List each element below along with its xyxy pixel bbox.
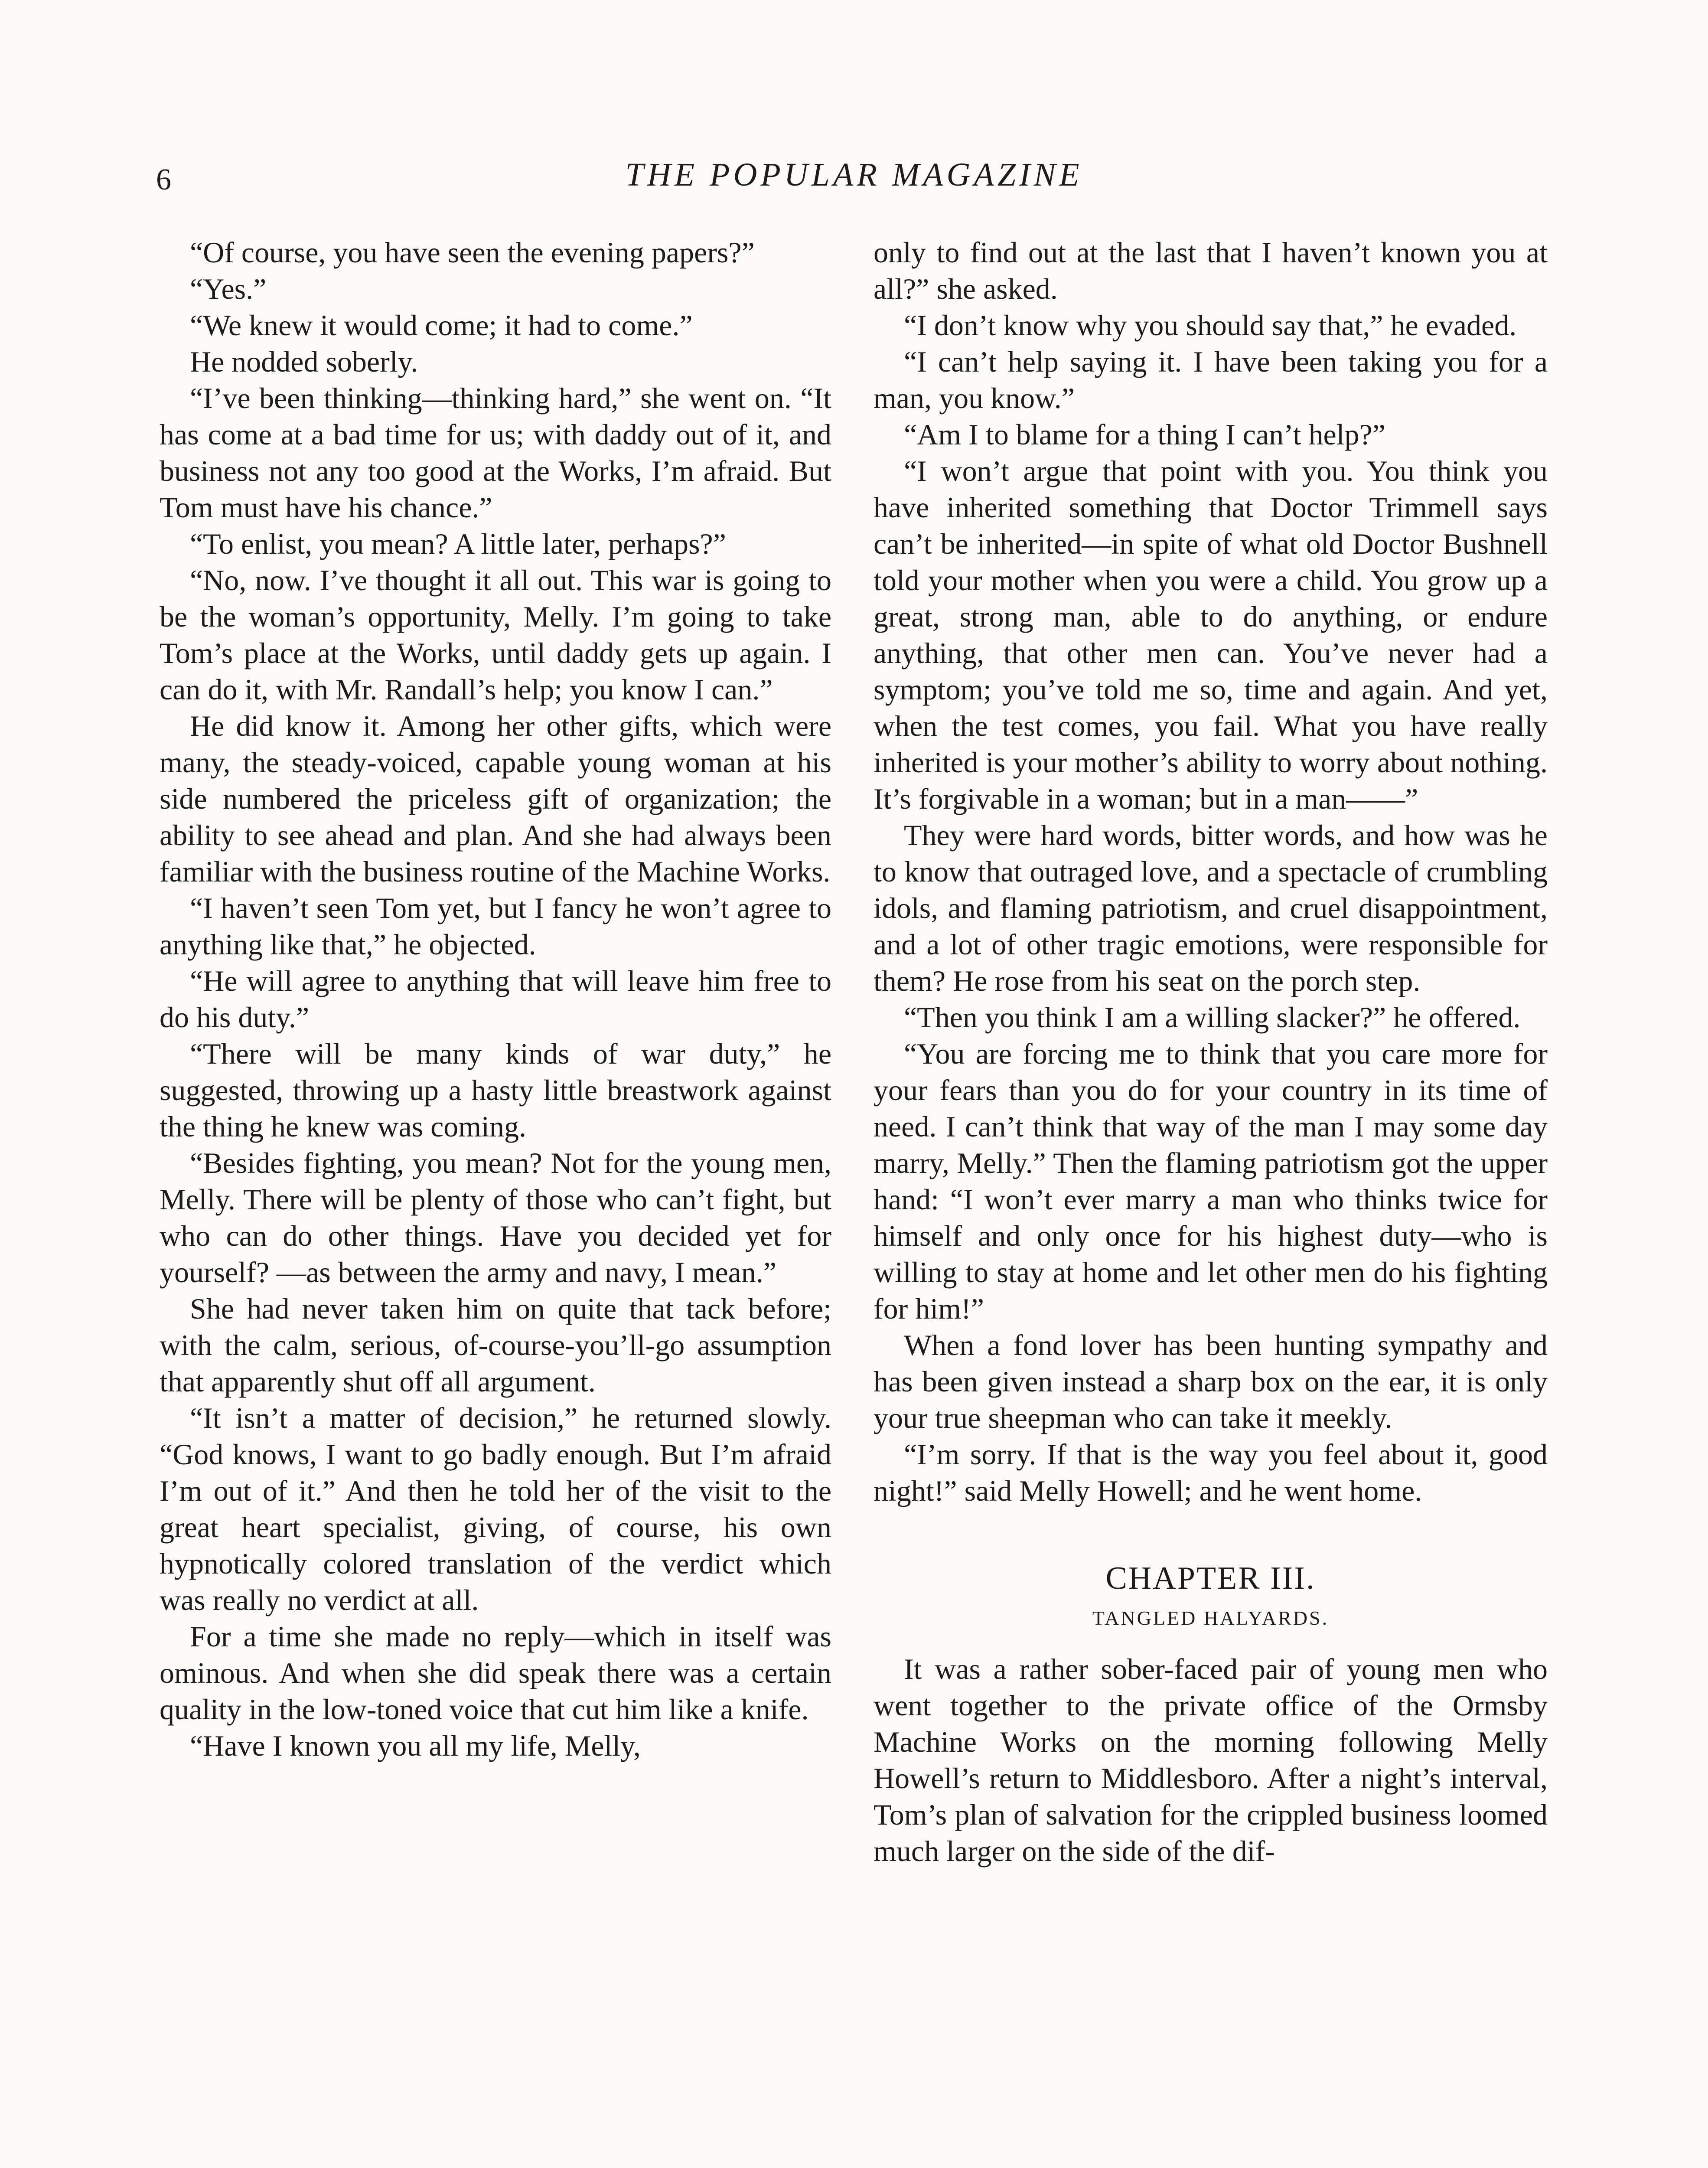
chapter-title: CHAPTER III. <box>1105 1561 1316 1596</box>
paragraph: “I haven’t seen Tom yet, but I fancy he won’t agree to anything like that,” he objected. <box>160 891 831 961</box>
paragraph: “Besides fighting, you mean? Not for the young men, Melly. There will be plenty of those who can’t fight, but who can do other things. Have you decided yet for yourself? —as between the army and navy, I mean.” <box>160 1146 831 1289</box>
right-column <box>874 234 1548 1869</box>
paragraph: “I’m sorry. If that is the way you feel about it, good night!” said Melly Howell; and he went home. <box>874 1438 1548 1507</box>
page-number: 6 <box>156 163 171 196</box>
paragraph: “He will agree to anything that will leave him free to do his duty.” <box>160 964 831 1034</box>
paragraph: They were hard words, bitter words, and how was he to know that outraged love, and a spectacle of crumbling idols, and flaming patriotism, and cruel disappointment, and a lot of other tragic emotions, were responsible for them? He rose from his seat on the porch step. <box>874 819 1548 997</box>
running-title: THE POPULAR MAGAZINE <box>625 157 1083 193</box>
paragraph: “No, now. I’ve thought it all out. This war is going to be the woman’s opportunity, Melly. I’m going to take Tom’s place at the Works, until daddy gets up again. I can do it, with Mr. Randall’s help; you know I can.” <box>160 564 831 706</box>
paragraph: “I can’t help saying it. I have been taking you for a man, you know.” <box>874 345 1548 415</box>
left-column <box>160 234 831 1764</box>
paragraph: He did know it. Among her other gifts, which were many, the steady-voiced, capable young woman at his side numbered the priceless gift of organization; the ability to see ahead and plan. And she had always been familiar with the business routine of the Machine Works. <box>160 709 831 888</box>
paragraph: “To enlist, you mean? A little later, perhaps?” <box>190 527 726 560</box>
paragraph: “We knew it would come; it had to come.” <box>190 309 693 342</box>
paragraph: “I don’t know why you should say that,” he evaded. <box>904 309 1517 342</box>
paragraph: “Yes.” <box>190 272 267 305</box>
paragraph: He nodded soberly. <box>190 345 418 378</box>
chapter-subtitle: TANGLED HALYARDS. <box>1092 1607 1329 1629</box>
paragraph: “I won’t argue that point with you. You think you have inherited something that Doctor Trimmell says can’t be inherited—in spite of what old Doctor Bushnell told your mother when you were a child. You grow up a great, strong man, able to do anything, or endure anything, that other men can. You’ve never had a symptom; you’ve told me so, time and again. And yet, when the test comes, you fail. What you have really inherited is your mother’s ability to worry about nothing. It’s forgivable in a woman; but in a man——” <box>874 454 1548 815</box>
paragraph: “Of course, you have seen the evening papers?” <box>190 236 755 269</box>
paragraph: “Am I to blame for a thing I can’t help?” <box>904 418 1385 451</box>
paragraph-continued: only to find out at the last that I haven’t known you at all?” she asked. <box>874 236 1548 305</box>
paragraph: “There will be many kinds of war duty,” he suggested, throwing up a hasty little breastwork against the thing he knew was coming. <box>160 1037 831 1143</box>
paragraph: “You are forcing me to think that you care more for your fears than you do for your country in its time of need. I can’t think that way of the man I may some day marry, Melly.” Then the flaming patriotism got the upper hand: “I won’t ever marry a man who thinks twice for himself and only once for his highest duty—who is willing to stay at home and let other men do his fighting for him!” <box>874 1037 1548 1325</box>
paragraph: “I’ve been thinking—thinking hard,” she went on. “It has come at a bad time for us; with daddy out of it, and business not any too good at the Works, I’m afraid. But Tom must have his chance.” <box>160 382 831 524</box>
paragraph: “Then you think I am a willing slacker?” he offered. <box>904 1001 1521 1034</box>
paragraph: When a fond lover has been hunting sympathy and has been given instead a sharp box on the ear, it is only your true sheepman who can take it meekly. <box>874 1329 1548 1434</box>
paragraph: She had never taken him on quite that tack before; with the calm, serious, of-course-you’ll-go assumption that apparently shut off all argument. <box>160 1292 831 1398</box>
paragraph: For a time she made no reply—which in itself was ominous. And when she did speak there was a certain quality in the low-toned voice that cut him like a knife. <box>160 1620 831 1726</box>
paragraph: It was a rather sober-faced pair of young men who went together to the private office of the Ormsby Machine Works on the morning following Melly Howell’s return to Middlesboro. After a night’s interval, Tom’s plan of salvation for the crippled business loomed much larger on the side of the dif- <box>874 1652 1548 1868</box>
paragraph: “Have I known you all my life, Melly, <box>190 1729 641 1762</box>
paragraph: “It isn’t a matter of decision,” he returned slowly. “God knows, I want to go badly enough. But I’m afraid I’m out of it.” And then he told her of the visit to the great heart specialist, giving, of course, his own hypnotically colored translation of the verdict which was really no verdict at all. <box>160 1401 831 1616</box>
